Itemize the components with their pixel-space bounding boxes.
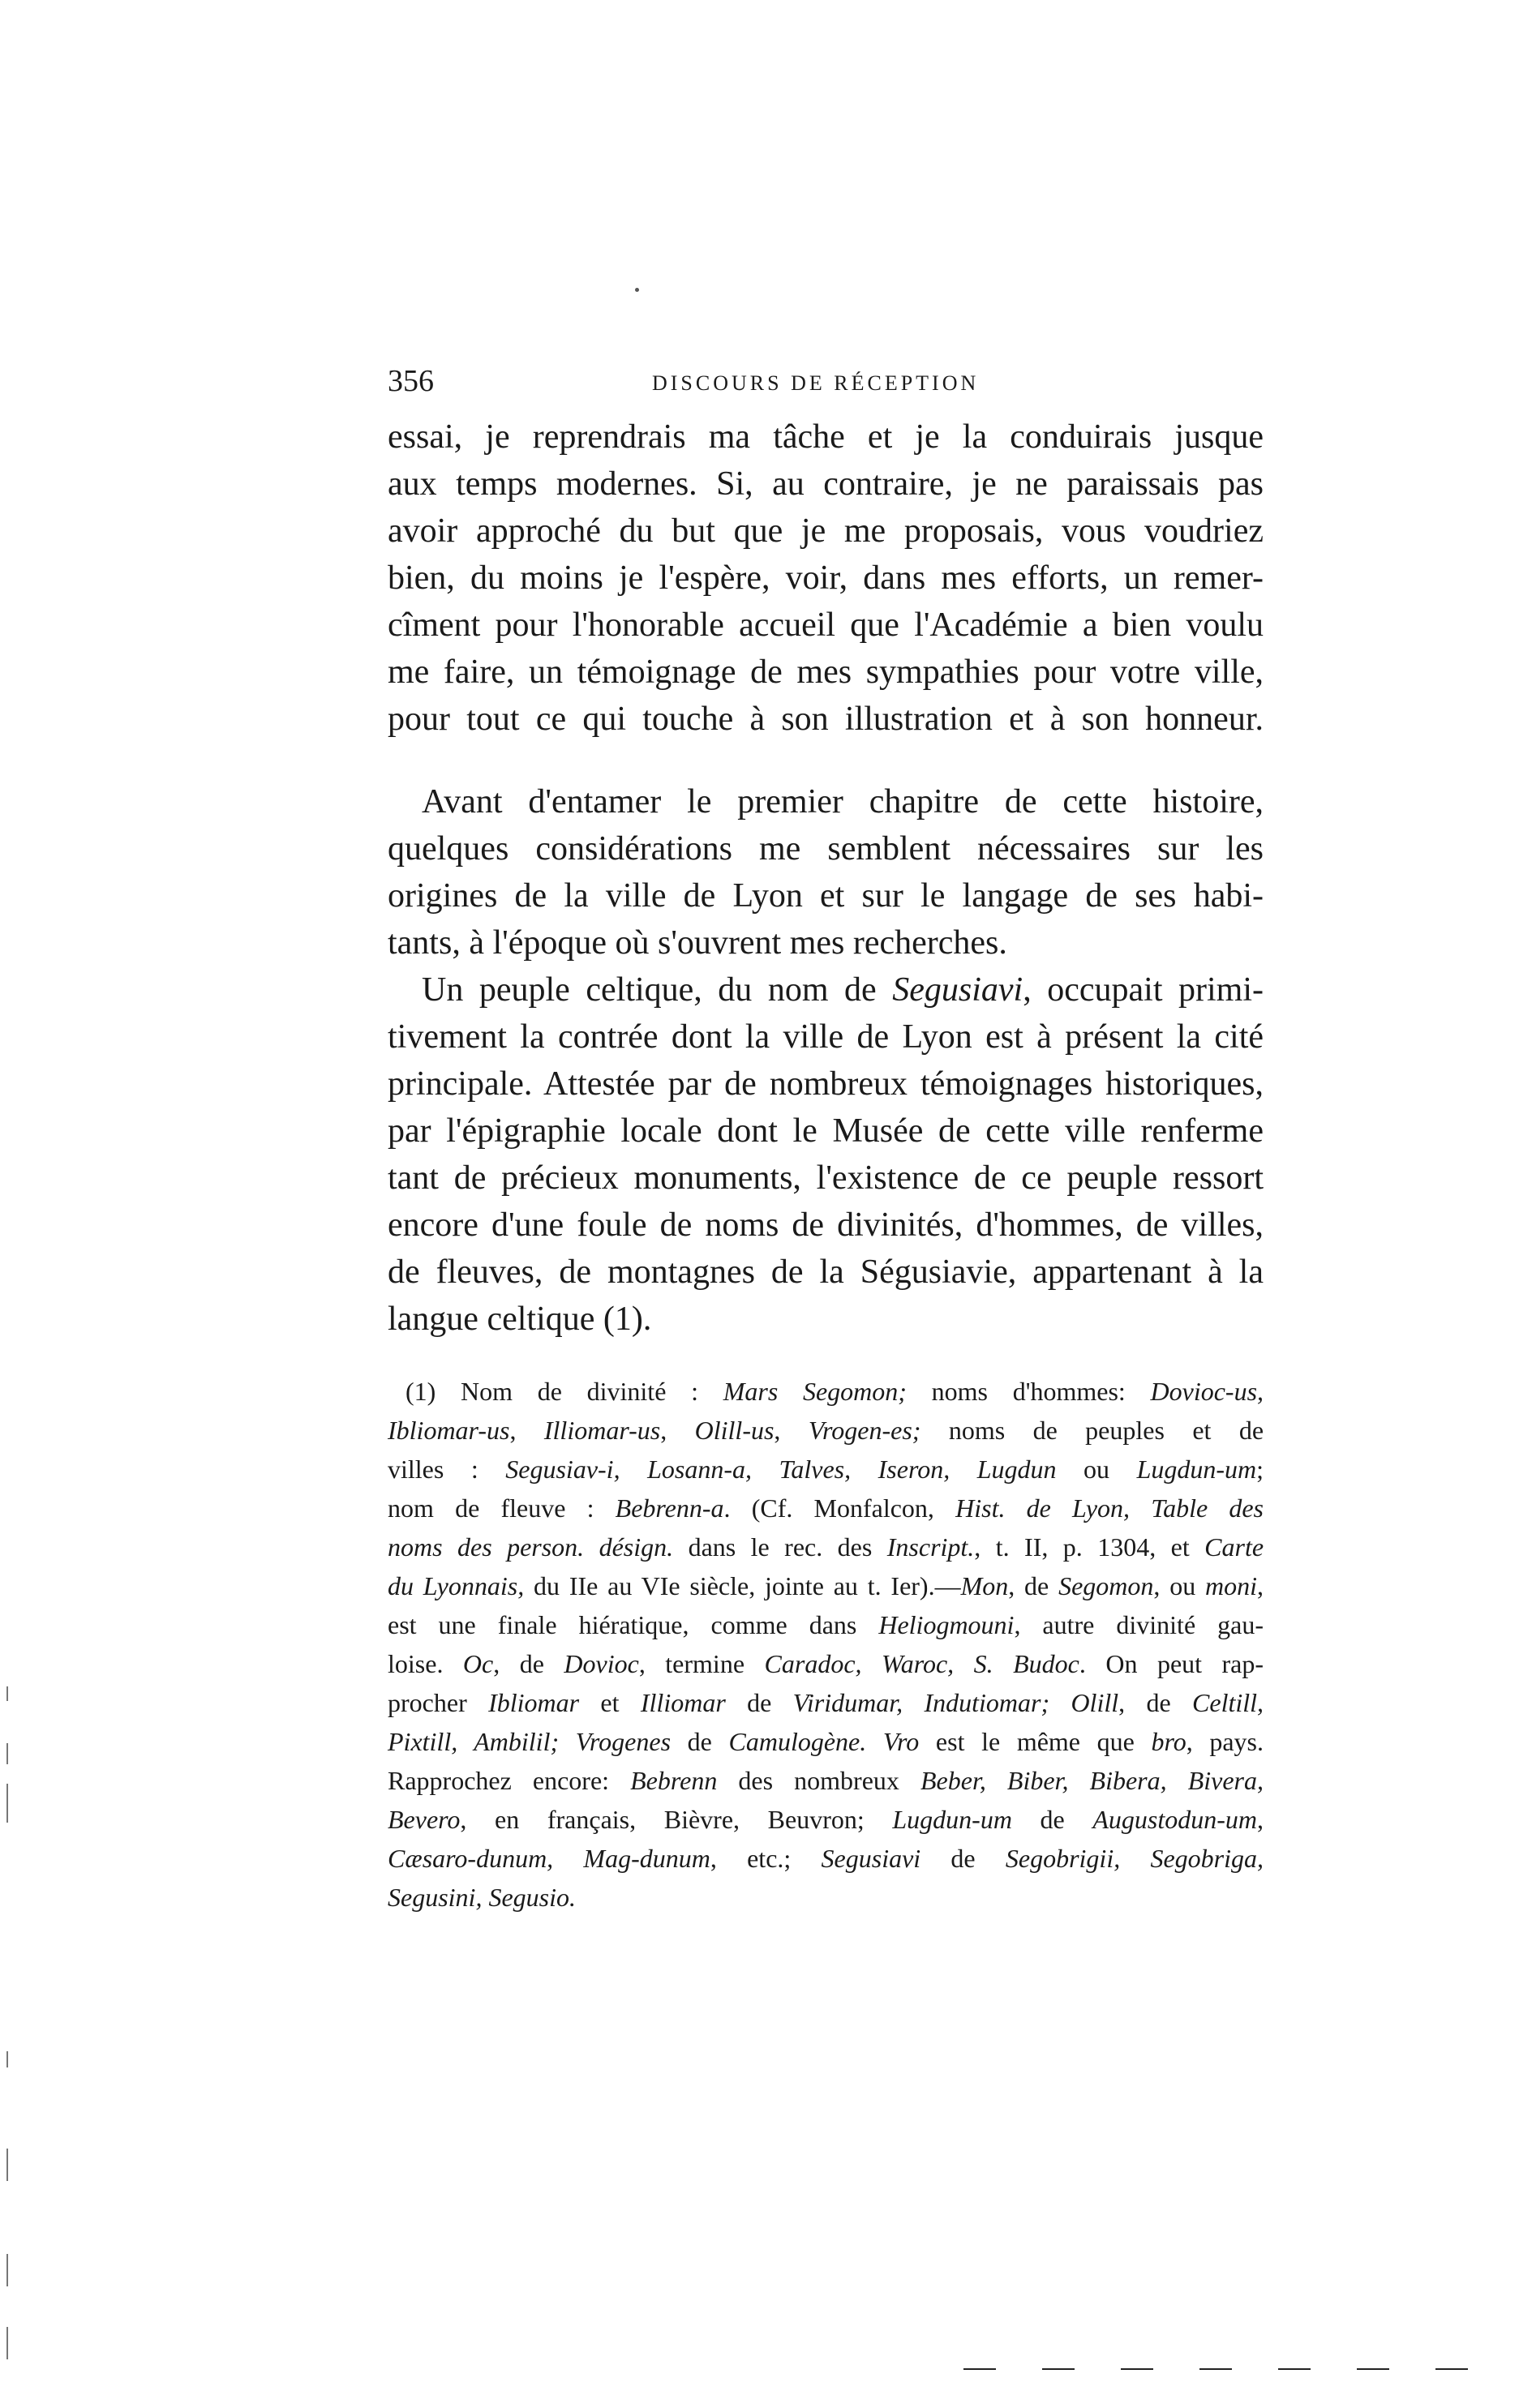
italic-term: Pixtill, Ambilil; Vrogenes xyxy=(388,1727,672,1756)
text-run: nom de fleuve : xyxy=(388,1493,616,1523)
text-run: ; xyxy=(1256,1455,1264,1484)
speck-mark xyxy=(635,288,639,292)
text-run: , xyxy=(660,1416,695,1445)
text-line: essai, je reprendrais ma tâche et je la conduirais jusque xyxy=(388,418,1264,456)
page-header xyxy=(388,363,980,404)
footnote-line xyxy=(405,1378,1264,1404)
margin-mark xyxy=(6,1686,8,1701)
italic-term: Lugdun-um xyxy=(892,1805,1012,1834)
text-run: procher xyxy=(388,1688,489,1717)
text-run: , termine xyxy=(638,1649,765,1678)
text-run: de xyxy=(1011,1805,1093,1834)
italic-term: Augustodun-um xyxy=(1092,1805,1258,1834)
italic-term: Viridumar, Indutiomar; Olill xyxy=(792,1688,1119,1717)
edge-mark xyxy=(1435,2368,1468,2370)
margin-mark xyxy=(6,1784,8,1823)
italic-term: Cæsaro-dunum, Mag-dunum xyxy=(388,1844,710,1873)
text-line: tants, à l'époque où s'ouvrent mes recherches. xyxy=(388,924,1007,962)
text-line: me faire, un témoignage de mes sympathies pour votre ville, xyxy=(388,653,1264,691)
text-run: est le même que xyxy=(919,1727,1152,1756)
italic-term: Dovioc xyxy=(564,1649,639,1678)
text-run: , xyxy=(509,1416,544,1445)
edge-mark xyxy=(1121,2368,1153,2370)
text-run: de xyxy=(671,1727,729,1756)
text-line: encore d'une foule de noms de divinités, d'hommes, de villes, xyxy=(388,1206,1264,1244)
text-line xyxy=(422,973,1264,1007)
text-run: , de xyxy=(1008,1571,1059,1600)
italic-term: Bebrenn-a xyxy=(615,1493,724,1523)
text-run: (1) Nom de divinité : xyxy=(405,1377,723,1406)
text-run: , de xyxy=(493,1649,564,1678)
italic-term: Segusiavi xyxy=(821,1844,921,1873)
italic-term: Caradoc, Waroc, S. Budoc xyxy=(764,1649,1079,1678)
footnote-line xyxy=(388,1884,1264,1910)
text-line: tant de précieux monuments, l'existence de ce peuple ressort xyxy=(388,1159,1264,1197)
text-run: , t. II, p. 1304, et xyxy=(974,1532,1205,1562)
italic-term: Segusiav-i, Losann-a, Talves, Iseron, Lugdun xyxy=(505,1455,1057,1484)
edge-mark xyxy=(1278,2368,1311,2370)
margin-mark xyxy=(6,2149,8,2181)
text-run: , occupait primi- xyxy=(1023,971,1264,1009)
running-title: DISCOURS DE RÉCEPTION xyxy=(652,371,980,395)
footnote-line xyxy=(388,1417,1264,1443)
italic-term: Carte xyxy=(1204,1532,1264,1562)
text-line: origines de la ville de Lyon et sur le langage de ses habi- xyxy=(388,877,1264,915)
text-run: villes : xyxy=(388,1455,506,1484)
italic-term: noms des person. désign. xyxy=(388,1532,674,1562)
text-run: Un peuple celtique, du nom de xyxy=(422,971,893,1009)
text-run: et xyxy=(579,1688,641,1717)
italic-term: Ibliomar xyxy=(488,1688,580,1717)
footnote-line xyxy=(388,1495,1264,1521)
italic-term: Camulogène. Vro xyxy=(728,1727,920,1756)
text-line: par l'épigraphie locale dont le Musée de cette ville renferme xyxy=(388,1112,1264,1150)
edge-mark xyxy=(1199,2368,1232,2370)
italic-term: Segusiavi xyxy=(892,971,1023,1009)
italic-term: Bebrenn xyxy=(630,1766,718,1795)
italic-term: Segomon xyxy=(1058,1571,1154,1600)
footnote-line xyxy=(388,1806,1264,1832)
text-run: du IIe au VIe siècle, jointe au t. Ier).— xyxy=(524,1571,961,1600)
italic-term: Segobrigii, Segobriga, xyxy=(1005,1844,1264,1873)
footnote-line xyxy=(388,1729,1264,1755)
margin-mark xyxy=(6,1743,8,1764)
footnote-line xyxy=(388,1612,1264,1638)
text-run: de xyxy=(920,1844,1006,1873)
text-run: loise. xyxy=(388,1649,463,1678)
italic-term: Mon xyxy=(960,1571,1009,1600)
text-run: noms d'hommes: xyxy=(906,1377,1151,1406)
text-line: cîment pour l'honorable accueil que l'Académie a bien voulu xyxy=(388,606,1264,644)
italic-term: Heliogmouni xyxy=(878,1610,1015,1639)
text-run: , xyxy=(774,1416,809,1445)
edge-mark xyxy=(963,2368,996,2370)
text-run: , etc.; xyxy=(710,1844,822,1873)
text-run: de xyxy=(725,1688,793,1717)
text-run: , de xyxy=(1118,1688,1193,1717)
italic-term: Oc xyxy=(462,1649,494,1678)
footnote-line xyxy=(388,1690,1264,1716)
italic-term: Lugdun-um xyxy=(1136,1455,1257,1484)
text-line: aux temps modernes. Si, au contraire, je ne paraissais pas xyxy=(388,465,1264,503)
text-line: bien, du moins je l'espère, voir, dans mes efforts, un remer- xyxy=(388,559,1264,597)
text-line: quelques considérations me semblent nécessaires sur les xyxy=(388,830,1264,868)
italic-term: du Lyonnais, xyxy=(388,1571,525,1600)
text-line: langue celtique (1). xyxy=(388,1300,652,1338)
edge-mark xyxy=(1357,2368,1389,2370)
italic-term: Hist. de Lyon, Table des xyxy=(955,1493,1264,1523)
page-number: 356 xyxy=(388,364,434,398)
footnote-line xyxy=(388,1651,1264,1677)
italic-term: Illiomar xyxy=(640,1688,726,1717)
italic-term: bro xyxy=(1151,1727,1186,1756)
footnote-line xyxy=(388,1456,1264,1482)
text-run: , ou xyxy=(1153,1571,1206,1600)
italic-term: Inscript. xyxy=(886,1532,975,1562)
footnote-line xyxy=(388,1534,1264,1560)
text-run: ou xyxy=(1056,1455,1137,1484)
text-line: Avant d'entamer le premier chapitre de cette histoire, xyxy=(422,783,1264,821)
italic-term: Segusini, Segusio. xyxy=(388,1883,576,1912)
text-line: principale. Attestée par de nombreux témoignages historiques, xyxy=(388,1065,1264,1103)
italic-term: moni xyxy=(1205,1571,1258,1600)
footnote-line xyxy=(388,1767,1264,1793)
italic-term: Ibliomar-us xyxy=(388,1416,510,1445)
italic-term: Mars Segomon; xyxy=(723,1377,907,1406)
text-run: , pays. xyxy=(1186,1727,1264,1756)
italic-term: Illiomar-us xyxy=(543,1416,661,1445)
italic-term: Celtill, xyxy=(1192,1688,1264,1717)
text-line: avoir approché du but que je me proposais, vous voudriez xyxy=(388,512,1264,550)
margin-mark xyxy=(6,2254,8,2286)
italic-term: Olill-us xyxy=(694,1416,775,1445)
margin-mark xyxy=(6,2051,8,2067)
text-run: est une finale hiératique, comme dans xyxy=(388,1610,879,1639)
text-run: dans le rec. des xyxy=(673,1532,887,1562)
text-run: . (Cf. Monfalcon, xyxy=(723,1493,956,1523)
text-run: , xyxy=(1257,1571,1264,1600)
text-run: , en français, Bièvre, Beuvron; xyxy=(460,1805,893,1834)
edge-mark xyxy=(1042,2368,1075,2370)
footnote-line xyxy=(388,1845,1264,1871)
italic-term: Dovioc-us, xyxy=(1150,1377,1264,1406)
text-line: tivement la contrée dont la ville de Lyon est à présent la cité xyxy=(388,1018,1264,1056)
text-line: de fleuves, de montagnes de la Ségusiavie, appartenant à la xyxy=(388,1253,1264,1291)
text-run: noms de peuples et de xyxy=(920,1416,1264,1445)
italic-term: Beber, Biber, Bibera, Bivera, xyxy=(920,1766,1264,1795)
text-line: pour tout ce qui touche à son illustration et à son honneur. xyxy=(388,701,1264,738)
margin-mark xyxy=(6,2327,8,2359)
italic-term: Vrogen-es; xyxy=(808,1416,921,1445)
text-run: des nombreux xyxy=(717,1766,920,1795)
text-run: , xyxy=(1257,1805,1264,1834)
text-run: Rapprochez encore: xyxy=(388,1766,631,1795)
italic-term: Bevero xyxy=(388,1805,461,1834)
text-run: , autre divinité gau- xyxy=(1014,1610,1264,1639)
text-run: . On peut rap- xyxy=(1079,1649,1264,1678)
footnote-line xyxy=(388,1573,1264,1599)
